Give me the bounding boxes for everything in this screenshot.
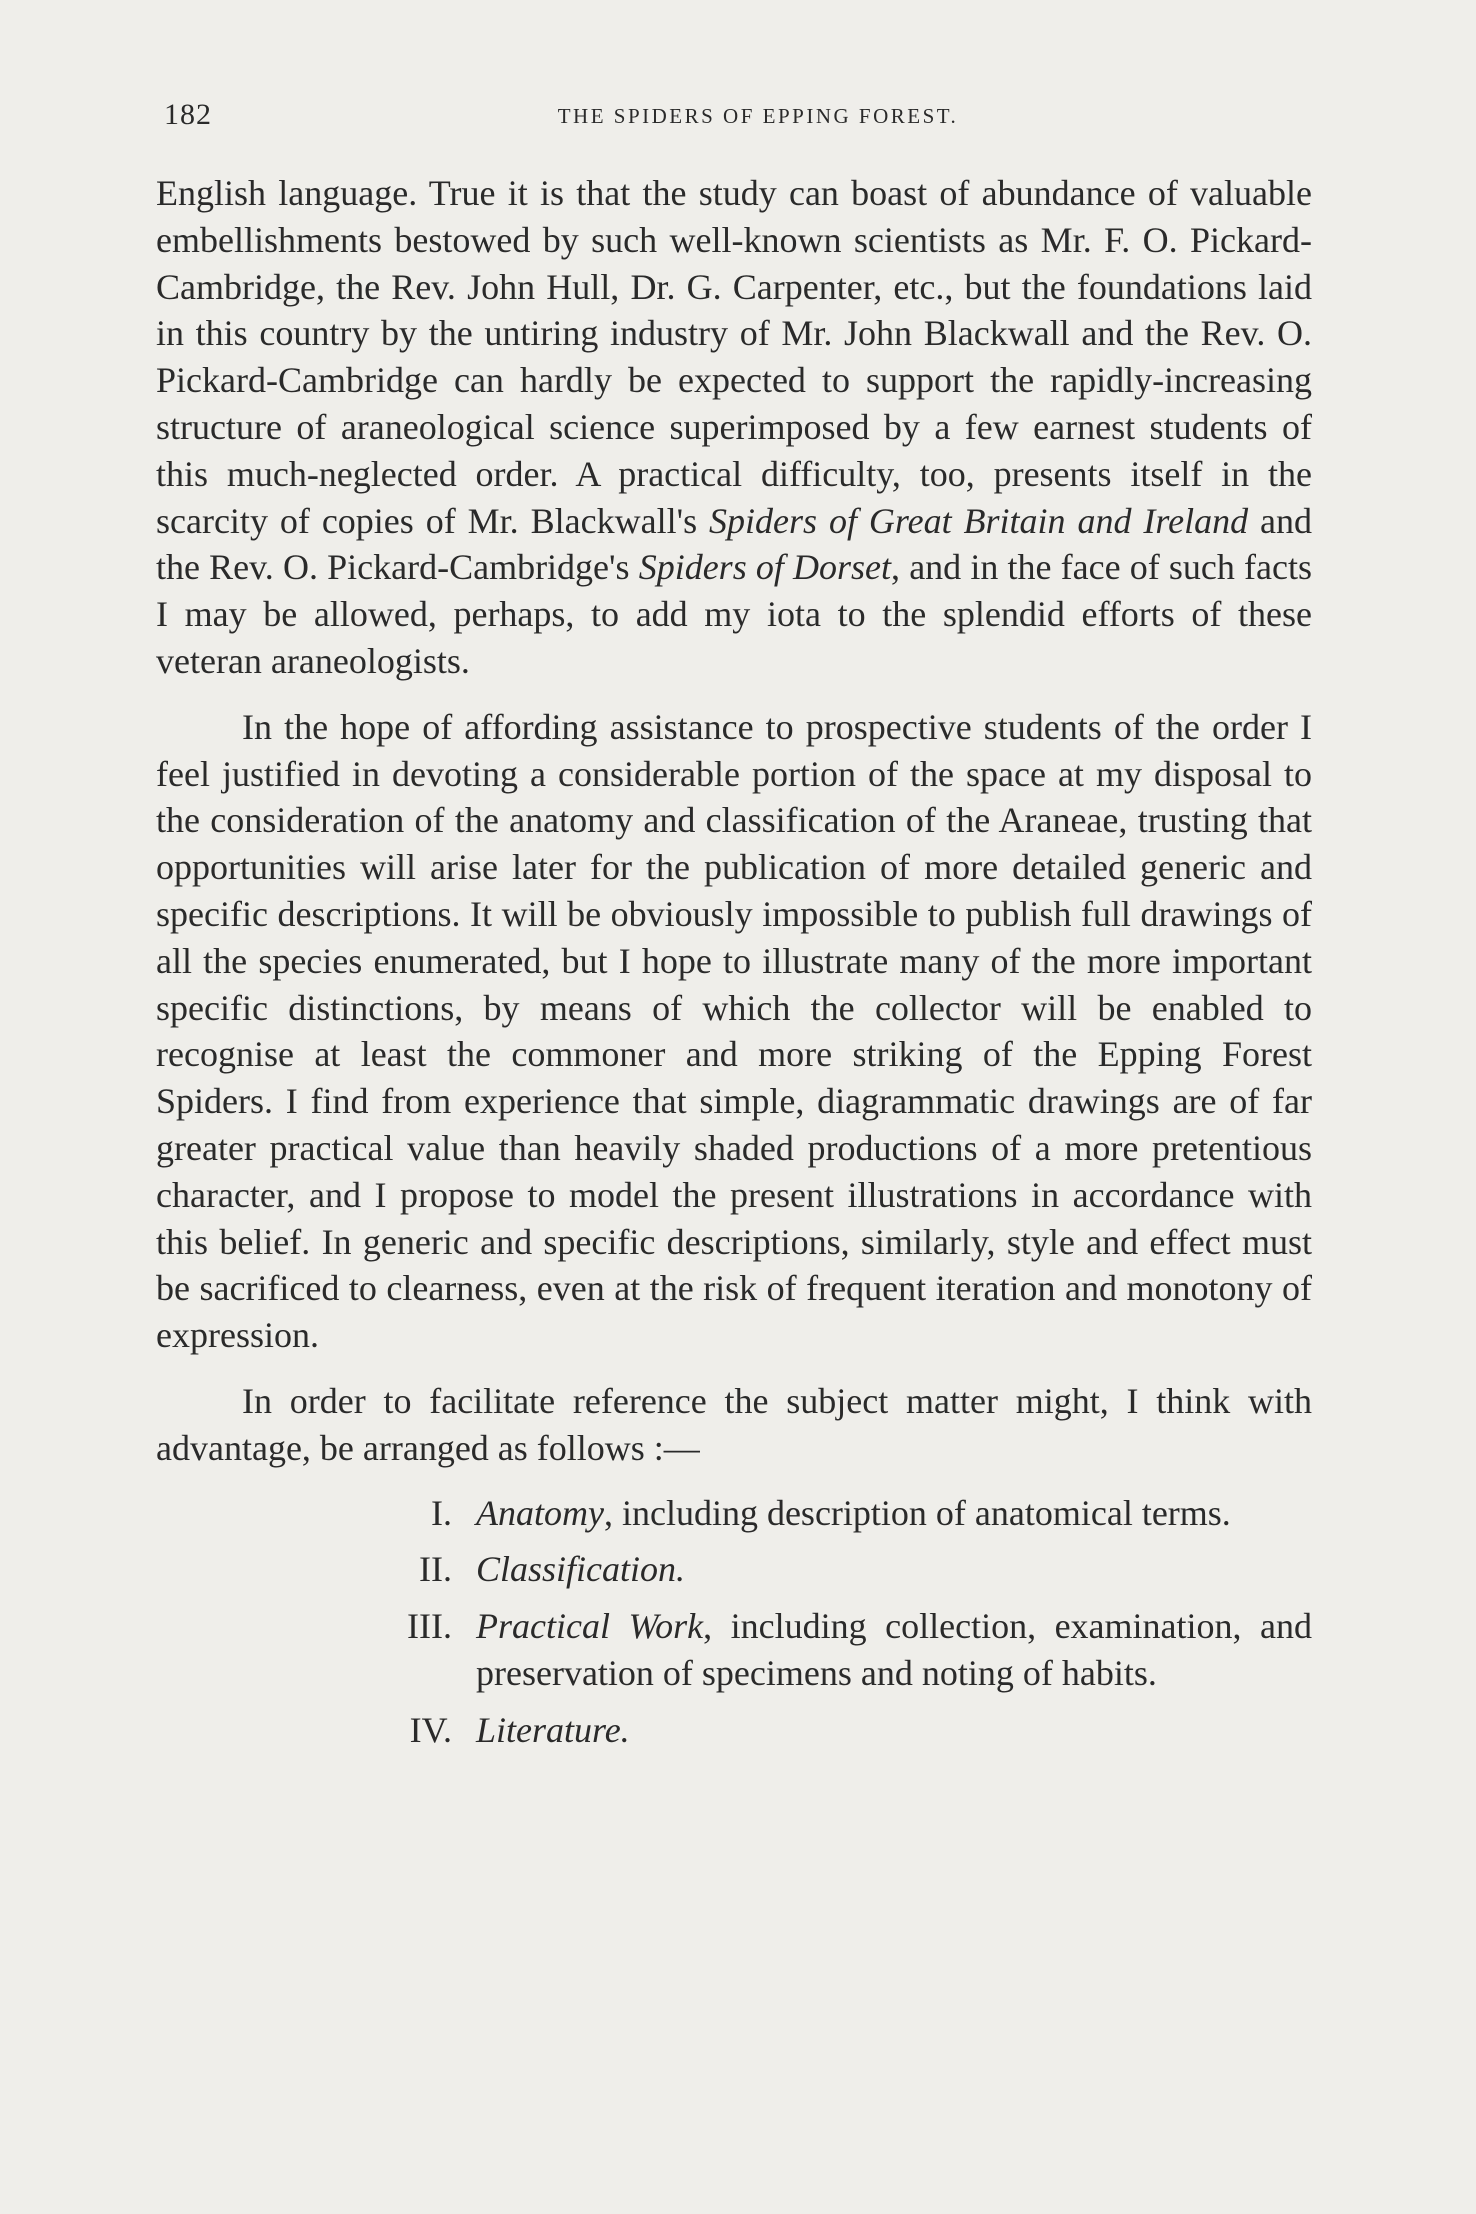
outline-title: Classification. xyxy=(476,1549,686,1590)
outline-description: , including collection, examination, and preservation of specimens and noting of habits. xyxy=(476,1606,1312,1693)
outline-description: , including description of anatomical terms. xyxy=(603,1492,1231,1533)
outline-item xyxy=(356,1707,1312,1754)
outline-item xyxy=(356,1546,1312,1593)
page-number: 182 xyxy=(164,98,212,131)
outline-text xyxy=(476,1603,1312,1697)
outline-numeral: II. xyxy=(419,1549,452,1590)
book-title-spiders-of-great-britain: Spiders of Great Britain and Ireland xyxy=(709,500,1249,541)
book-title-spiders-of-dorset: Spiders of Dorset xyxy=(638,547,892,588)
outline-title: Anatomy xyxy=(476,1492,604,1533)
outline-text xyxy=(476,1546,1312,1593)
outline-numeral: I. xyxy=(431,1492,452,1533)
body-text xyxy=(156,170,1312,1764)
paragraph-1-part-2: and the Rev. O. Pickard-Cambridge's xyxy=(156,500,1313,588)
outline-title: Practical Work xyxy=(476,1606,704,1647)
paragraph-1-part-3: , and in the face of such facts I may be allowed, perhaps, to add my iota to the splendid efforts of these veteran araneologists. xyxy=(156,547,1312,681)
outline-title: Literature. xyxy=(476,1709,630,1750)
subject-outline xyxy=(156,1490,1312,1754)
running-head: THE SPIDERS OF EPPING FOREST. xyxy=(557,104,959,128)
outline-numeral: III. xyxy=(407,1606,452,1647)
outline-item xyxy=(356,1490,1312,1537)
page-header xyxy=(164,98,1312,138)
outline-item xyxy=(356,1603,1312,1697)
outline-numeral: IV. xyxy=(409,1709,452,1750)
paragraph-1 xyxy=(156,170,1312,685)
paragraph-3: In order to facilitate reference the subject matter might, I think with advantage, be arranged as follows :— xyxy=(156,1380,1312,1468)
paragraph-2: In the hope of affording assistance to prospective students of the order I feel justified in devoting a considerable portion of the space at my disposal to the consideration of the anatomy and classification of the Araneae, trusting that opportunities will arise later for the publication of more detailed generic and specific descriptions. It will be obviously impossible to publish full drawings of all the species enumerated, but I hope to illustrate many of the more important specific distinctions, by means of which the collector will be enabled to recognise at least the commoner and more striking of the Epping Forest Spiders. I find from experience that simple, diagrammatic drawings are of far greater practical value than heavily shaded productions of a more pretentious character, and I propose to model the present illustrations in accordance with this belief. In generic and specific descriptions, similarly, style and effect must be sacrificed to clearness, even at the risk of frequent iteration and monotony of expression. xyxy=(156,706,1312,1356)
paragraph-1-part-1: English language. True it is that the study can boast of abundance of valuable embellishments bestowed by such well-known scientists as Mr. F. O. Pickard-Cambridge, the Rev. John Hull, Dr. G. Carpenter, etc., but the foundations laid in this country by the untiring industry of Mr. John Blackwall and the Rev. O. Pickard-Cambridge can hardly be expected to support the rapidly-increasing structure of araneological science superimposed by a few earnest students of this much-neglected order. A practical difficulty, too, presents itself in the scarcity of copies of Mr. Blackwall's xyxy=(156,173,1312,541)
outline-text xyxy=(476,1707,1312,1754)
outline-text xyxy=(476,1490,1312,1537)
